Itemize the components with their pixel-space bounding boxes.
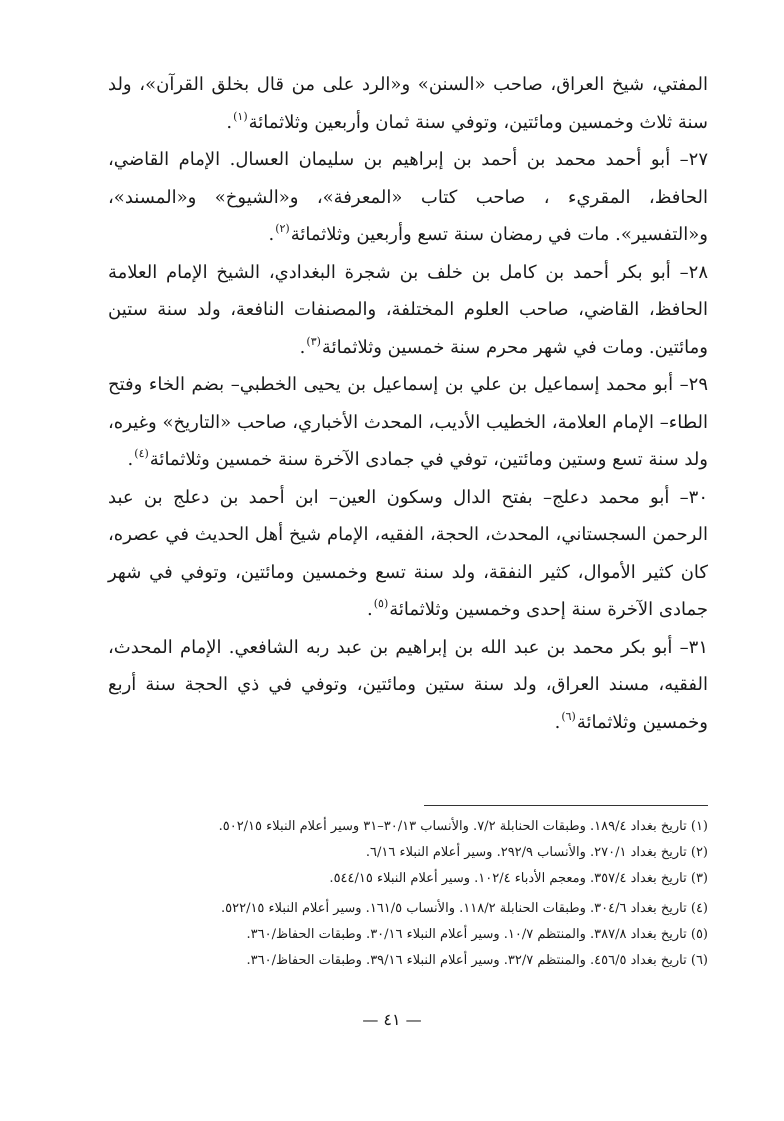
biography-27: ٢٧– أبو أحمد محمد بن أحمد بن إبراهيم بن سليمان العسال. الإمام القاضي، الحافظ، المقريء ، صاحب كتاب «المعرفة»، و«الشيوخ» و«المسند»، و«التفسير». مات في رمضان سنة تسع وأربعين وثلاثمائة$^{(٢)}$. xyxy=(108,149,708,245)
footnote-ref-1[interactable]: (١) xyxy=(233,109,248,123)
biography-29: ٢٩– أبو محمد إسماعيل بن علي بن إسماعيل بن يحيى الخطبي– بضم الخاء وفتح الطاء– الإمام العلامة، الخطيب الأديب، المحدث الأخباري، صاحب «التاريخ» وغيره، ولد سنة تسع وستين ومائتين، توفي في جمادى الآخرة سنة خمسين وثلاثمائة$^{(٤)}$. xyxy=(108,374,708,470)
footnote-number: (٣) xyxy=(690,871,708,886)
footnote-2 xyxy=(108,840,708,866)
footnotes xyxy=(108,814,708,974)
footnote-text: تاريخ بغداد ٣٥٧/٤. ومعجم الأدباء ١٠٢/٤. وسير أعلام النبلاء ٥٤٤/١٥. xyxy=(329,871,687,886)
paragraph-1: المفتي، شيخ العراق، صاحب «السنن» و«الرد على من قال بخلق القرآن»، ولد سنة ثلاث وخمسين ومائتين، وتوفي سنة ثمان وأربعين وثلاثمائة$^{(١)}$. xyxy=(108,74,708,133)
footnote-4 xyxy=(108,896,708,922)
paragraph-text: ٢٩– أبو محمد إسماعيل بن علي بن إسماعيل بن يحيى الخطبي– بضم الخاء وفتح الطاء– الإمام العلامة، الخطيب الأديب، المحدث الأخباري، صاحب «التاريخ» وغيره، ولد سنة تسع وستين ومائتين، توفي في جمادى الآخرة سنة خمسين وثلاثمائة xyxy=(108,374,708,470)
footnote-number: (٦) xyxy=(690,953,708,968)
footnote-ref-4[interactable]: (٤) xyxy=(134,447,149,460)
biography-31: ٣١– أبو بكر محمد بن عبد الله بن إبراهيم بن عبد ربه الشافعي. الإمام المحدث، الفقيه، مسند العراق، ولد سنة ستين ومائتين، وتوفي في ذي الحجة سنة أربع وخمسين وثلاثمائة$^{(٦)}$. xyxy=(108,636,708,733)
main-text xyxy=(108,66,708,741)
footnote-number: (٢) xyxy=(690,845,708,860)
footnote-ref-2[interactable]: (٢) xyxy=(275,222,290,235)
footnote-3 xyxy=(108,866,708,892)
footnote-text: تاريخ بغداد ٣٨٧/٨. والمنتظم ١٠/٧. وسير أعلام النبلاء ٣٠/١٦. وطبقات الحفاظ/٣٦٠. xyxy=(246,927,687,942)
paragraph-text: المفتي، شيخ العراق، صاحب «السنن» و«الرد على من قال بخلق القرآن»، ولد سنة ثلاث وخمسين ومائتين، وتوفي سنة ثمان وأربعين وثلاثمائة xyxy=(108,74,708,133)
footnote-6 xyxy=(108,948,708,974)
footnote-ref-6[interactable]: (٦) xyxy=(561,709,576,723)
footnote-text: تاريخ بغداد ٣٠٤/٦. وطبقات الحنابلة ١١٨/٢. والأنساب ١٦١/٥. وسير أعلام النبلاء ٥٢٢/١٥. xyxy=(220,901,687,916)
footnote-ref-5[interactable]: (٥) xyxy=(373,597,389,610)
paragraph-text: ٢٧– أبو أحمد محمد بن أحمد بن إبراهيم بن سليمان العسال. الإمام القاضي، الحافظ، المقريء ، صاحب كتاب «المعرفة»، و«الشيوخ» و«المسند»، و«التفسير». مات في رمضان سنة تسع وأربعين وثلاثمائة xyxy=(108,149,708,245)
footnote-number: (٤) xyxy=(690,901,708,916)
footnote-number: (١) xyxy=(690,819,708,834)
footnote-text: تاريخ بغداد ١٨٩/٤. وطبقات الحنابلة ٧/٢. والأنساب ٣٠/١٣–٣١ وسير أعلام النبلاء ٥٠٢/١٥. xyxy=(218,819,687,834)
paragraph-text: ٢٨– أبو بكر أحمد بن كامل بن خلف بن شجرة البغدادي، الشيخ الإمام العلامة الحافظ، القاضي، صاحب العلوم المختلفة، والمصنفات النافعة، ولد سنة ستين ومائتين. ومات في شهر محرم سنة خمسين وثلاثمائة xyxy=(108,261,708,358)
paragraph-text: ٣١– أبو بكر محمد بن عبد الله بن إبراهيم بن عبد ربه الشافعي. الإمام المحدث، الفقيه، مسند العراق، ولد سنة ستين ومائتين، وتوفي في ذي الحجة سنة أربع وخمسين وثلاثمائة xyxy=(108,636,708,733)
page-number: — ٤١ — xyxy=(362,1010,422,1029)
biography-30: ٣٠– أبو محمد دعلج– بفتح الدال وسكون العين– ابن أحمد بن دعلج بن عبد الرحمن السجستاني، المحدث، الحجة، الفقيه، الإمام شيخ أهل الحديث في عصره، كان كثير الأموال، كثير النفقة، ولد سنة تسع وخمسين ومائتين، وتوفي في شهر جمادى الآخرة سنة إحدى وخمسين وثلاثمائة$^{(٥)}$. xyxy=(108,486,708,620)
footnote-ref-3[interactable]: (٣) xyxy=(306,334,321,348)
footnote-number: (٥) xyxy=(690,927,708,942)
biography-28: ٢٨– أبو بكر أحمد بن كامل بن خلف بن شجرة البغدادي، الشيخ الإمام العلامة الحافظ، القاضي، صاحب العلوم المختلفة، والمصنفات النافعة، ولد سنة ستين ومائتين. ومات في شهر محرم سنة خمسين وثلاثمائة$^{(٣)}$. xyxy=(108,261,708,358)
footnote-1 xyxy=(108,814,708,840)
footnote-text: تاريخ بغداد ٢٧٠/١. والأنساب ٢٩٢/٩. وسير أعلام النبلاء ٦/١٦. xyxy=(365,845,687,860)
paragraph-text: ٣٠– أبو محمد دعلج– بفتح الدال وسكون العين– ابن أحمد بن دعلج بن عبد الرحمن السجستاني، المحدث، الحجة، الفقيه، الإمام شيخ أهل الحديث في عصره، كان كثير الأموال، كثير النفقة، ولد سنة تسع وخمسين ومائتين، وتوفي في شهر جمادى الآخرة سنة إحدى وخمسين وثلاثمائة xyxy=(108,486,708,620)
footnote-5 xyxy=(108,922,708,948)
footnote-divider xyxy=(424,805,708,806)
footnote-text: تاريخ بغداد ٤٥٦/٥. والمنتظم ٣٢/٧. وسير أعلام النبلاء ٣٩/١٦. وطبقات الحفاظ/٣٦٠. xyxy=(246,953,687,968)
